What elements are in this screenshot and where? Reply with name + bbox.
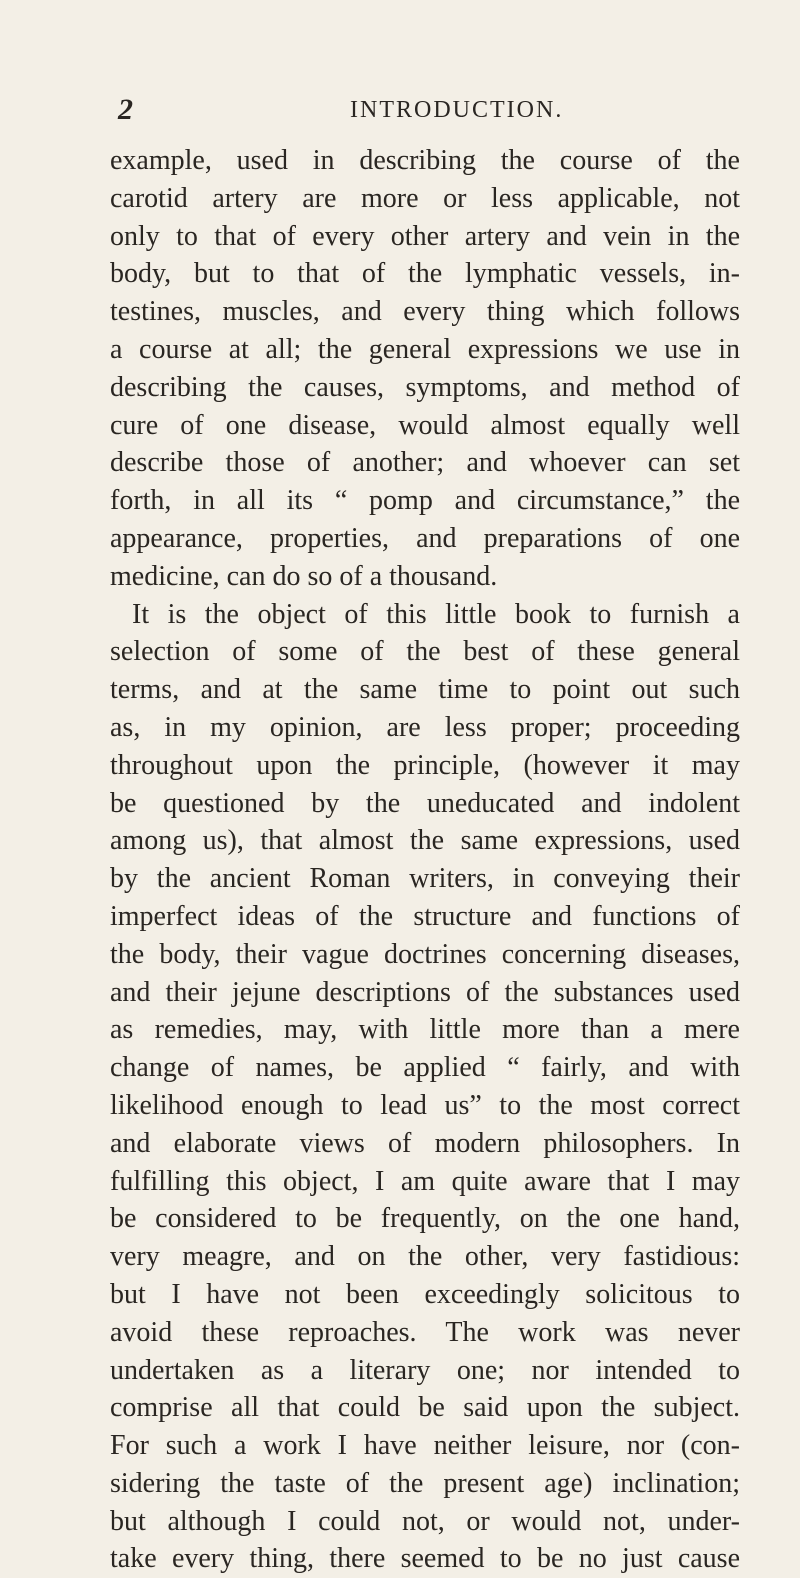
page-number: 2 bbox=[118, 93, 133, 126]
text-line: take every thing, there seemed to be no just cause bbox=[110, 1543, 740, 1575]
text-line: and elaborate views of modern philosophers. In bbox=[110, 1127, 740, 1159]
text-line: carotid artery are more or less applicable, not bbox=[110, 182, 740, 214]
text-line: example, used in describing the course of the bbox=[110, 145, 740, 176]
text-line: cure of one disease, would almost equally well bbox=[110, 409, 740, 441]
page-header bbox=[118, 92, 708, 128]
text-line: be questioned by the uneducated and indolent bbox=[110, 787, 740, 819]
text-line: describing the causes, symptoms, and method of bbox=[110, 371, 740, 403]
text-line: comprise all that could be said upon the subject. bbox=[110, 1392, 740, 1424]
text-line: appearance, properties, and preparations of one bbox=[110, 522, 740, 554]
paragraph-end-line: medicine, can do so of a thousand. bbox=[110, 560, 498, 592]
text-line: and their jejune descriptions of the substances used bbox=[110, 976, 740, 1008]
paragraph-start-line: It is the object of this little book to furnish a bbox=[132, 598, 740, 630]
text-line: a course at all; the general expressions we use in bbox=[110, 333, 740, 365]
text-line: be considered to be frequently, on the one hand, bbox=[110, 1203, 740, 1235]
text-line: fulfilling this object, I am quite aware that I may bbox=[110, 1165, 740, 1197]
text-line: the body, their vague doctrines concerning diseases, bbox=[110, 938, 740, 970]
text-line: but although I could not, or would not, under- bbox=[110, 1505, 740, 1537]
text-line: likelihood enough to lead us” to the most correct bbox=[110, 1089, 740, 1121]
text-line: terms, and at the same time to point out such bbox=[110, 674, 740, 706]
text-line: For such a work I have neither leisure, nor (con- bbox=[110, 1430, 740, 1462]
text-line: testines, muscles, and every thing which follows bbox=[110, 296, 740, 328]
body-text bbox=[110, 142, 740, 1578]
text-line: selection of some of the best of these general bbox=[110, 636, 740, 668]
text-line: only to that of every other artery and vein in the bbox=[110, 220, 740, 252]
text-line: avoid these reproaches. The work was never bbox=[110, 1316, 740, 1348]
running-head: INTRODUCTION. bbox=[350, 97, 564, 123]
text-line: sidering the taste of the present age) inclination; bbox=[110, 1467, 740, 1499]
text-line: by the ancient Roman writers, in conveying their bbox=[110, 863, 740, 895]
text-line: forth, in all its “ pomp and circumstance,” the bbox=[110, 485, 740, 517]
text-line: change of names, be applied “ fairly, and with bbox=[110, 1052, 740, 1084]
text-line: body, but to that of the lymphatic vessels, in- bbox=[110, 258, 740, 290]
text-line: among us), that almost the same expressions, used bbox=[110, 825, 740, 857]
text-line: imperfect ideas of the structure and functions of bbox=[110, 900, 740, 932]
text-line: as, in my opinion, are less proper; proceeding bbox=[110, 711, 740, 743]
text-line: undertaken as a literary one; nor intended to bbox=[110, 1354, 740, 1386]
text-line: throughout upon the principle, (however it may bbox=[110, 749, 740, 781]
text-line: very meagre, and on the other, very fastidious: bbox=[110, 1241, 740, 1273]
text-line: as remedies, may, with little more than a mere bbox=[110, 1014, 740, 1046]
text-line: describe those of another; and whoever can set bbox=[110, 447, 740, 479]
text-line: but I have not been exceedingly solicitous to bbox=[110, 1278, 740, 1310]
